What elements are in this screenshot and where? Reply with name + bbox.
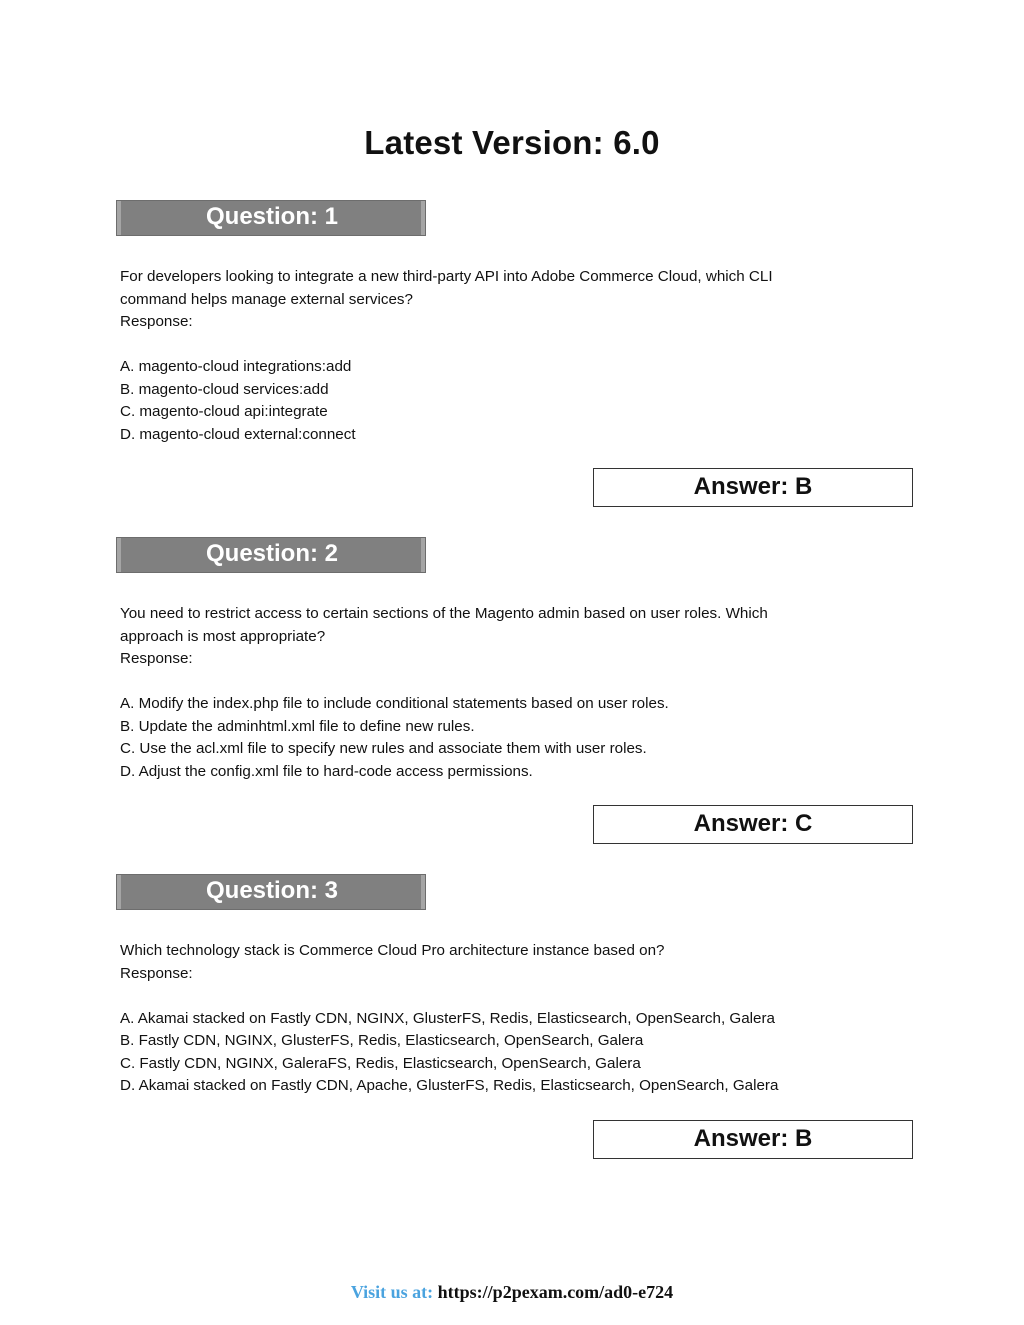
question-1-response-label: Response: [120,313,193,330]
question-3-option-b: B. Fastly CDN, NGINX, GlusterFS, Redis, Elasticsearch, OpenSearch, Galera [120,1032,644,1049]
question-3-answer: Answer: B [693,1125,813,1152]
question-3-answer-box [593,1120,913,1159]
question-2-answer: Answer: C [693,810,813,837]
question-3-prompt-line-1: Which technology stack is Commerce Cloud Pro architecture instance based on? [120,942,665,959]
question-1-answer-box [593,468,913,507]
page-title: Latest Version: 6.0 [364,124,660,161]
question-2-response-label: Response: [120,650,193,667]
question-3-body [120,940,880,1098]
footer-label: Visit us at: [350,1282,434,1302]
question-2-option-c: C. Use the acl.xml file to specify new rules and associate them with user roles. [120,740,647,757]
question-2-option-d: D. Adjust the config.xml file to hard-code access permissions. [120,762,533,780]
question-2-header [116,537,426,573]
question-2-label: Question: 2 [205,540,338,567]
question-2-prompt-line-1: You need to restrict access to certain sections of the Magento admin based on user roles. Which [120,605,768,622]
question-3-option-a: A. Akamai stacked on Fastly CDN, NGINX, GlusterFS, Redis, Elasticsearch, OpenSearch, Galera [120,1009,775,1027]
question-3-option-d: D. Akamai stacked on Fastly CDN, Apache, GlusterFS, Redis, Elasticsearch, OpenSearch, Galera [120,1077,779,1094]
footer-url-link[interactable]: https://p2pexam.com/ad0-e724 [437,1282,674,1302]
footer [0,1282,1024,1303]
question-1-option-d: D. magento-cloud external:connect [120,425,356,443]
question-2-answer-box [593,805,913,844]
question-3-label: Question: 3 [205,877,338,904]
question-3-header [116,874,426,910]
question-1-option-c: C. magento-cloud api:integrate [120,403,328,420]
question-1-option-a: A. magento-cloud integrations:add [120,358,352,375]
question-2-prompt-line-2: approach is most appropriate? [120,627,326,645]
question-1-label: Question: 1 [205,203,338,230]
question-1-header [116,200,426,236]
question-2-body [120,603,880,783]
question-2-option-a: A. Modify the index.php file to include conditional statements based on user roles. [120,695,669,712]
question-1-answer: Answer: B [693,473,813,500]
question-1-prompt-line-1: For developers looking to integrate a new third-party API into Adobe Commerce Cloud, which CLI [120,268,773,285]
question-1-option-b: B. magento-cloud services:add [120,380,329,398]
question-1-prompt-line-2: command helps manage external services? [120,290,413,308]
question-3-response-label: Response: [120,964,193,982]
question-1-body [120,266,880,446]
question-2-option-b: B. Update the adminhtml.xml file to define new rules. [120,717,475,735]
question-3-option-c: C. Fastly CDN, NGINX, GaleraFS, Redis, Elasticsearch, OpenSearch, Galera [120,1054,641,1072]
